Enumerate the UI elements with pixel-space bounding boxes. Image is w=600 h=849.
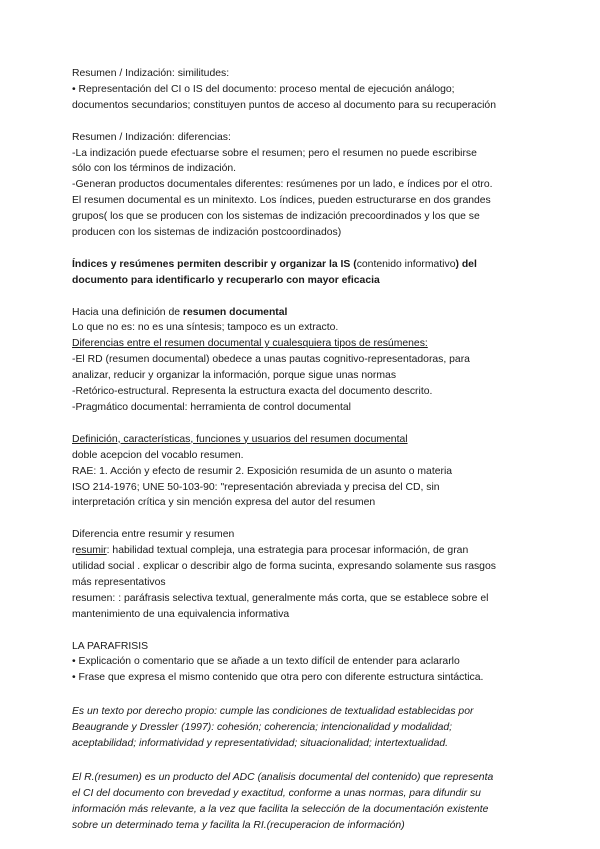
bold-statement-section [72,257,532,289]
definition-line: -Pragmático documental: herramienta de control documental [72,401,351,413]
similarities-line: • Representación del CI o IS del documento: proceso mental de ejecución análogo; [72,83,455,95]
parafrasis-line: • Frase que expresa el mismo contenido que otra pero con diferente estructura sintáctica. [72,672,484,684]
resumir-rest: : habilidad textual compleja, una estrategia para procesar información, de gran [106,545,469,557]
characteristics-line: RAE: 1. Acción y efecto de resumir 2. Exposición resumida de un asunto o materia [72,465,453,477]
differences-section [72,130,532,241]
parafrasis-section [72,639,532,687]
characteristics-section [72,432,532,512]
definition-line: -El RD (resumen documental) obedece a unas pautas cognitivo-representadoras, para [72,354,470,366]
bold-statement-line: documento para identificarlo y recuperarlo con mayor eficacia [72,274,380,286]
document-page [72,66,532,849]
adc-line: El R.(resumen) es un producto del ADC (analisis documental del contenido) que representa [72,771,494,783]
similarities-section [72,66,532,114]
resumir-first-letter: r [72,545,76,557]
resumir-term: esumir [75,545,107,557]
bold-statement-line [72,257,532,273]
bold-text: ) del [455,258,477,270]
differences-line: producen con los sistemas de indización postcoordinados) [72,227,342,239]
differences-heading: Resumen / Indización: diferencias: [72,131,231,143]
differences-line: El resumen documental es un minitexto. Los índices, pueden estructurarse en dos grandes [72,195,491,207]
definition-line: -Retórico-estructural. Representa la estructura exacta del documento descrito. [72,386,433,398]
textuality-line: aceptabilidad; informatividad y representatividad; situacionalidad; intertextualidad. [72,738,449,750]
adc-line: el CI del documento con brevedad y exactitud, conforme a unas normas, para difundir su [72,787,481,799]
characteristics-line: ISO 214-1976; UNE 50-103-90: "representación abreviada y precisa del CD, sin [72,481,440,493]
differences-line: grupos( los que se producen con los sistemas de indización precoordinados y los que se [72,211,480,223]
resumir-line [72,543,532,559]
differences-line: -La indización puede efectuarse sobre el resumen; pero el resumen no puede escribirse [72,147,477,159]
resumir-line: utilidad social . explicar o describir algo de forma sucinta, expresando solamente sus rasgos [72,561,496,573]
differences-line: sólo con los términos de indización. [72,163,237,175]
definition-subheading: Diferencias entre el resumen documental y cualesquiera tipos de resúmenes: [72,338,428,350]
plain-text: contenido informativo [356,258,456,270]
similarities-heading: Resumen / Indización: similitudes: [72,68,230,79]
resumir-line: resumen: : paráfrasis selectiva textual, generalmente más corta, que se establece sobre el [72,592,489,604]
characteristics-heading: Definición, características, funciones y usuarios del resumen documental [72,433,408,445]
characteristics-line: doble acepcion del vocablo resumen. [72,449,244,461]
definition-line: Lo que no es: no es una síntesis; tampoco es un extracto. [72,322,339,334]
parafrasis-heading: LA PARAFRISIS [72,640,149,652]
textuality-line: Es un texto por derecho propio: cumple las condiciones de textualidad establecidas por [72,706,474,718]
heading-bold: resumen documental [182,306,288,318]
resumir-line: más representativos [72,576,166,588]
heading-prefix: Hacia una definición de [72,306,183,318]
textuality-line: Beaugrande y Dressler (1997): cohesión; coherencia; intencionalidad y modalidad; [72,722,453,734]
resumir-section [72,527,532,622]
definition-section [72,305,532,416]
adc-line: información más relevante, a la vez que facilita la selección de la documentación existente [72,803,489,815]
definition-line: analizar, reducir y organizar la información, porque sigue unas normas [72,370,397,382]
characteristics-line: interpretación crítica y sin mención expresa del autor del resumen [72,497,376,509]
definition-heading [72,305,532,321]
resumir-heading: Diferencia entre resumir y resumen [72,529,235,541]
adc-line: sobre un determinado tema y facilita la RI.(recuperacion de información) [72,819,405,831]
textuality-paragraph [72,704,532,752]
parafrasis-line: • Explicación o comentario que se añade a un texto difícil de entender para aclararlo [72,656,460,668]
similarities-line: documentos secundarios; constituyen puntos de acceso al documento para su recuperación [72,99,496,111]
bold-text: Índices y resúmenes permiten describir y organizar la IS ( [72,258,357,270]
adc-paragraph [72,770,532,834]
resumir-line: mantenimiento de una equivalencia informativa [72,608,290,620]
differences-line: -Generan productos documentales diferentes: resúmenes por un lado, e índices por el otro. [72,179,493,191]
